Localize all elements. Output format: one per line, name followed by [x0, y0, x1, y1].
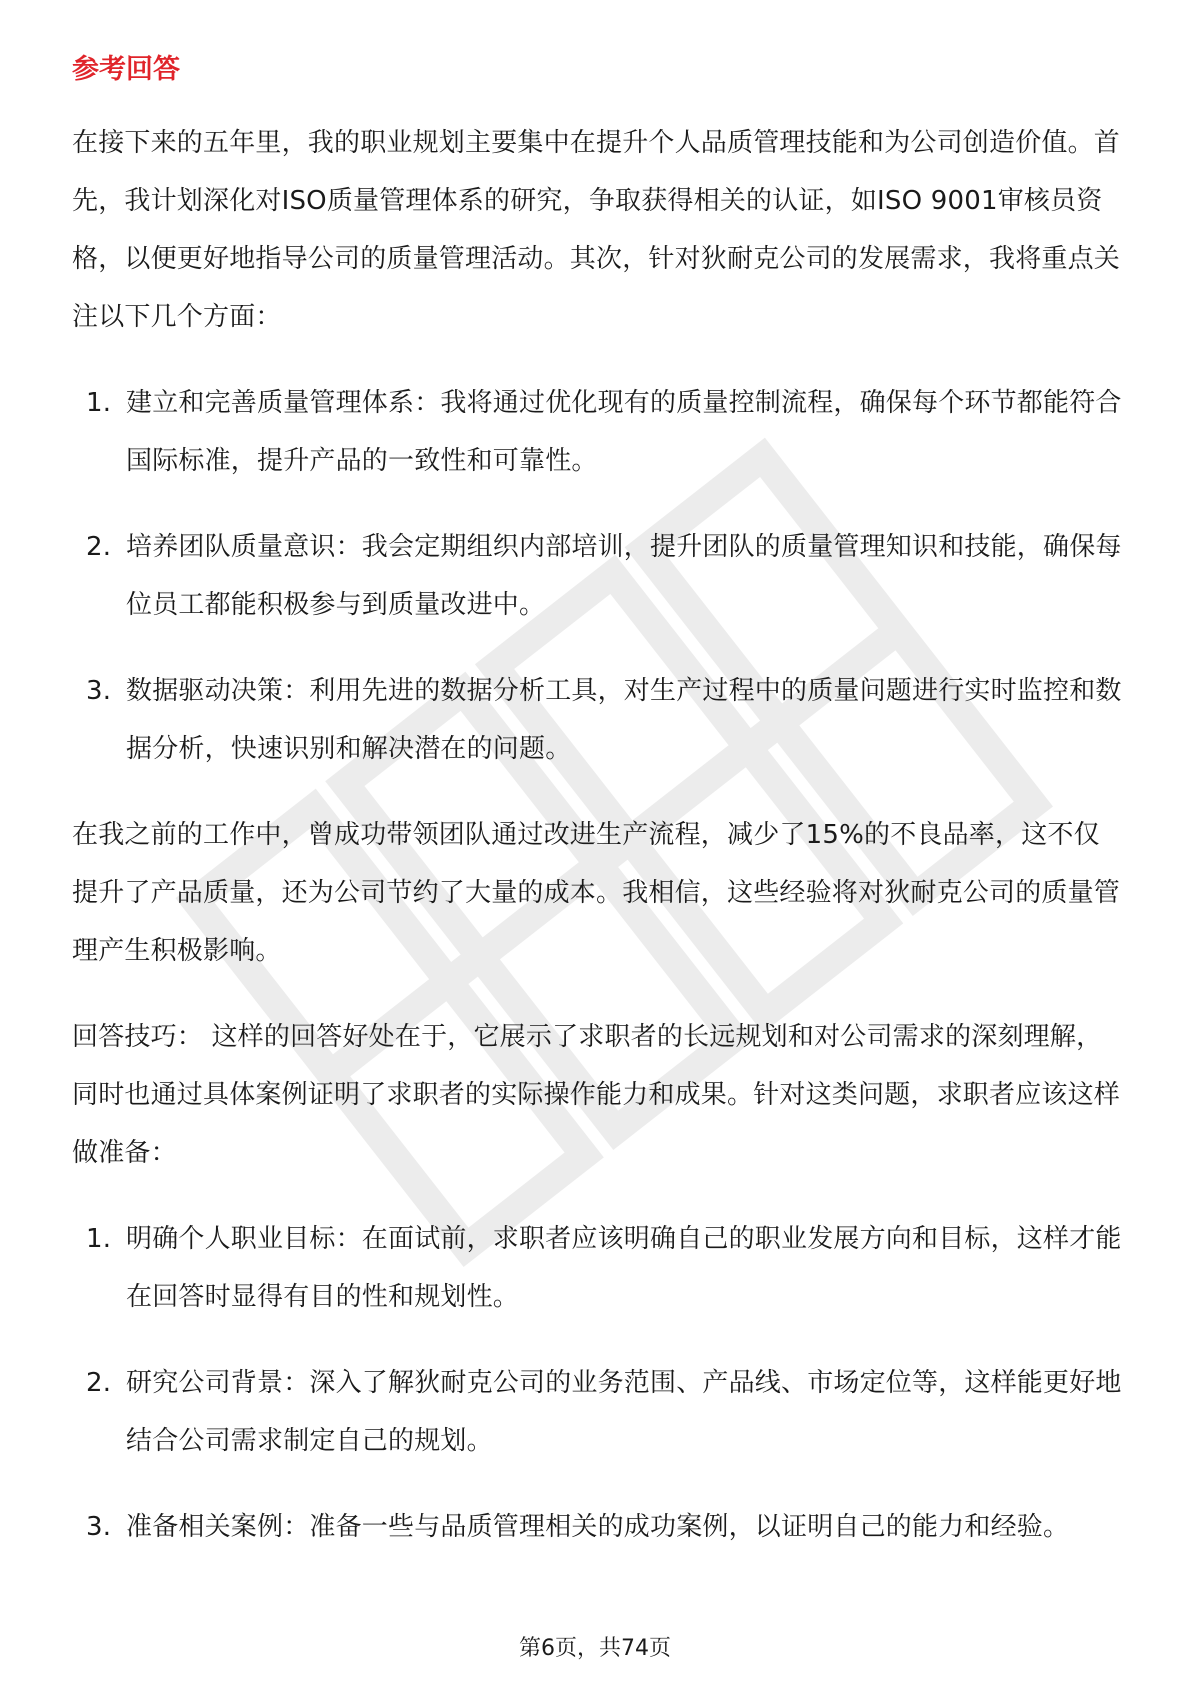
section-title: 参考回答	[72, 54, 180, 85]
tips-list	[72, 1210, 1122, 1556]
experience-paragraph: 在我之前的工作中，曾成功带领团队通过改进生产流程，减少了15%的不良品率，这不仅提升了产品质量，还为公司节约了大量的成本。我相信，这些经验将对狄耐克公司的质量管理产生积极影响。	[72, 820, 1121, 966]
list-item-number: 2.	[86, 1368, 112, 1398]
list-item	[72, 662, 1122, 778]
list-item-number: 3.	[86, 1512, 112, 1542]
list-item	[72, 1354, 1122, 1470]
list-item-number: 2.	[86, 532, 112, 562]
list-item	[72, 1210, 1122, 1326]
list-item-text: 培养团队质量意识：我会定期组织内部培训，提升团队的质量管理知识和技能，确保每位员工都能积极参与到质量改进中。	[126, 532, 1122, 620]
list-item-text: 明确个人职业目标：在面试前，求职者应该明确自己的职业发展方向和目标，这样才能在回答时显得有目的性和规划性。	[126, 1224, 1122, 1312]
tips-paragraph: 回答技巧： 这样的回答好处在于，它展示了求职者的长远规划和对公司需求的深刻理解，同时也通过具体案例证明了求职者的实际操作能力和成果。针对这类问题，求职者应该这样做准备：	[72, 1022, 1121, 1168]
list-item-text: 准备相关案例：准备一些与品质管理相关的成功案例，以证明自己的能力和经验。	[126, 1512, 1070, 1542]
content-area	[72, 50, 1122, 1584]
list-item-number: 1.	[86, 1224, 112, 1254]
list-item-text: 研究公司背景：深入了解狄耐克公司的业务范围、产品线、市场定位等，这样能更好地结合公司需求制定自己的规划。	[126, 1368, 1122, 1456]
list-item-text: 建立和完善质量管理体系：我将通过优化现有的质量控制流程，确保每个环节都能符合国际标准，提升产品的一致性和可靠性。	[126, 388, 1122, 476]
list-item-text: 数据驱动决策：利用先进的数据分析工具，对生产过程中的质量问题进行实时监控和数据分析，快速识别和解决潜在的问题。	[126, 676, 1122, 764]
list-item-number: 3.	[86, 676, 112, 706]
page-footer: 第6页，共74页	[519, 1636, 671, 1661]
list-item	[72, 374, 1122, 490]
list-item	[72, 1498, 1122, 1556]
intro-paragraph: 在接下来的五年里，我的职业规划主要集中在提升个人品质管理技能和为公司创造价值。首先，我计划深化对ISO质量管理体系的研究，争取获得相关的认证，如ISO 9001审核员资格，以便更好地指导公司的质量管理活动。其次，针对狄耐克公司的发展需求，我将重点关注以下几个方面：	[72, 128, 1121, 332]
plan-list	[72, 374, 1122, 778]
list-item-number: 1.	[86, 388, 112, 418]
list-item	[72, 518, 1122, 634]
